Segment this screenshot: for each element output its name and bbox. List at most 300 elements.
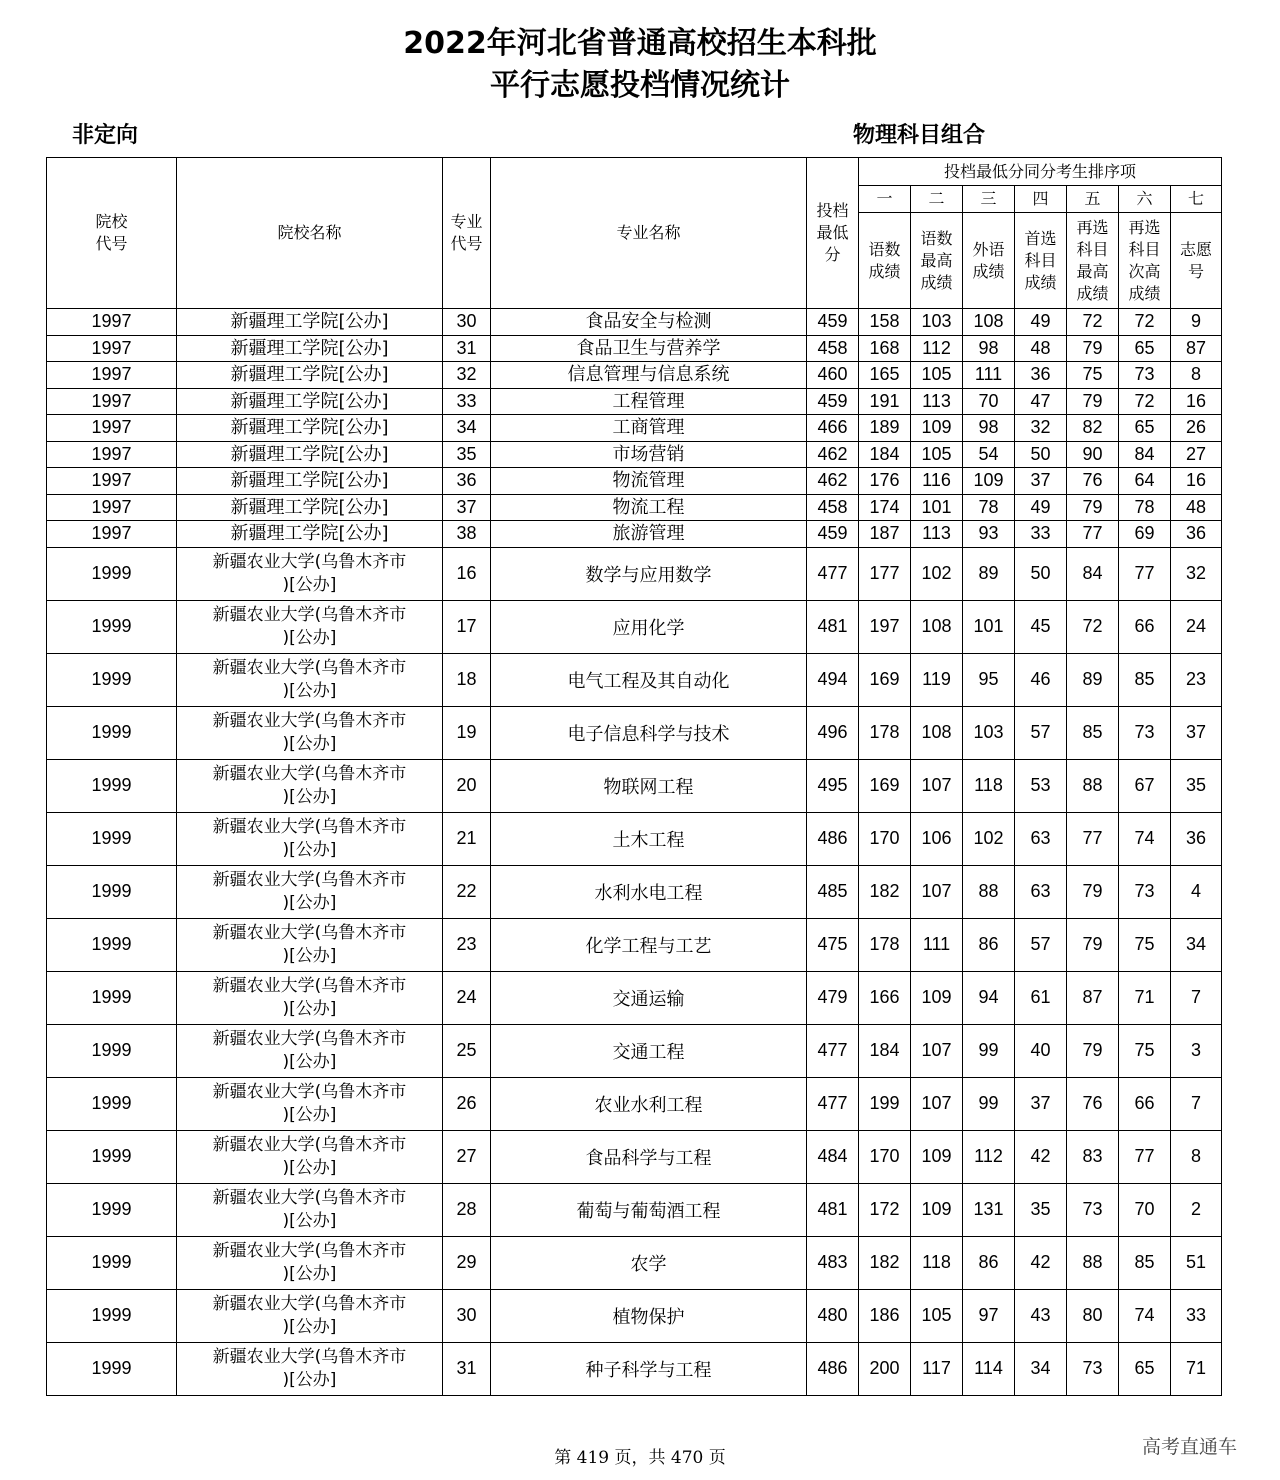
cell-choice-number: 27: [1171, 441, 1222, 468]
cell-school-name: 新疆农业大学(乌鲁木齐市 )[公办]: [177, 1342, 443, 1395]
cell-major-code: 27: [443, 1130, 491, 1183]
cell-min-score: 481: [807, 600, 859, 653]
cell-elective-second: 85: [1119, 653, 1171, 706]
header-major-name: 专业名称: [491, 158, 807, 309]
cell-foreign-lang: 93: [963, 521, 1015, 548]
cell-school-name: 新疆理工学院[公办]: [177, 521, 443, 548]
cell-major-code: 37: [443, 494, 491, 521]
cell-school-name: 新疆理工学院[公办]: [177, 362, 443, 389]
table-header: [47, 158, 1222, 309]
cell-choice-number: 2: [1171, 1183, 1222, 1236]
cell-choice-number: 8: [1171, 362, 1222, 389]
cell-chinese-math: 178: [859, 918, 911, 971]
cell-major-code: 16: [443, 547, 491, 600]
cell-major-code: 19: [443, 706, 491, 759]
cell-chinese-math-max: 111: [911, 918, 963, 971]
cell-chinese-math-max: 112: [911, 335, 963, 362]
cell-school-name: 新疆理工学院[公办]: [177, 468, 443, 495]
table-body: [47, 309, 1222, 1396]
table-row: [47, 759, 1222, 812]
cell-choice-number: 8: [1171, 1130, 1222, 1183]
cell-elective-second: 73: [1119, 706, 1171, 759]
cell-choice-number: 7: [1171, 971, 1222, 1024]
cell-min-score: 494: [807, 653, 859, 706]
cell-foreign-lang: 97: [963, 1289, 1015, 1342]
cell-school-code: 1997: [47, 362, 177, 389]
cell-chinese-math-max: 107: [911, 759, 963, 812]
cell-major-name: 物联网工程: [491, 759, 807, 812]
cell-major-name: 种子科学与工程: [491, 1342, 807, 1395]
cell-chinese-math: 158: [859, 309, 911, 336]
cell-foreign-lang: 103: [963, 706, 1015, 759]
cell-elective-second: 70: [1119, 1183, 1171, 1236]
cell-major-name: 交通运输: [491, 971, 807, 1024]
cell-choice-number: 37: [1171, 706, 1222, 759]
cell-elective-second: 72: [1119, 309, 1171, 336]
cell-school-code: 1997: [47, 388, 177, 415]
cell-school-name: 新疆理工学院[公办]: [177, 335, 443, 362]
cell-chinese-math: 197: [859, 600, 911, 653]
cell-min-score: 477: [807, 547, 859, 600]
cell-school-name: 新疆理工学院[公办]: [177, 494, 443, 521]
cell-first-subject: 46: [1015, 653, 1067, 706]
cell-school-name: 新疆理工学院[公办]: [177, 388, 443, 415]
cell-foreign-lang: 102: [963, 812, 1015, 865]
cell-elective-max: 77: [1067, 521, 1119, 548]
cell-school-code: 1999: [47, 971, 177, 1024]
page-title: 2022年河北省普通高校招生本科批: [403, 26, 877, 61]
cell-major-name: 食品安全与检测: [491, 309, 807, 336]
cell-school-name: 新疆农业大学(乌鲁木齐市 )[公办]: [177, 1077, 443, 1130]
cell-min-score: 459: [807, 388, 859, 415]
cell-chinese-math: 187: [859, 521, 911, 548]
table-row: [47, 1024, 1222, 1077]
cell-elective-max: 72: [1067, 309, 1119, 336]
cell-major-name: 食品科学与工程: [491, 1130, 807, 1183]
cell-choice-number: 4: [1171, 865, 1222, 918]
cell-first-subject: 61: [1015, 971, 1067, 1024]
cell-elective-max: 89: [1067, 653, 1119, 706]
header-tie-num: 四: [1015, 186, 1067, 213]
cell-chinese-math-max: 108: [911, 706, 963, 759]
cell-major-code: 25: [443, 1024, 491, 1077]
cell-first-subject: 42: [1015, 1130, 1067, 1183]
cell-major-code: 26: [443, 1077, 491, 1130]
cell-major-code: 33: [443, 388, 491, 415]
table-row: [47, 335, 1222, 362]
header-school-code: 院校 代号: [47, 158, 177, 309]
cell-choice-number: 34: [1171, 918, 1222, 971]
cell-chinese-math-max: 106: [911, 812, 963, 865]
cell-elective-max: 88: [1067, 759, 1119, 812]
cell-school-code: 1997: [47, 335, 177, 362]
cell-school-name: 新疆农业大学(乌鲁木齐市 )[公办]: [177, 600, 443, 653]
cell-school-name: 新疆农业大学(乌鲁木齐市 )[公办]: [177, 547, 443, 600]
cell-chinese-math-max: 109: [911, 1183, 963, 1236]
cell-school-code: 1999: [47, 865, 177, 918]
cell-elective-max: 79: [1067, 388, 1119, 415]
cell-min-score: 485: [807, 865, 859, 918]
cell-major-name: 旅游管理: [491, 521, 807, 548]
cell-major-name: 土木工程: [491, 812, 807, 865]
cell-chinese-math-max: 103: [911, 309, 963, 336]
cell-elective-second: 84: [1119, 441, 1171, 468]
cell-min-score: 480: [807, 1289, 859, 1342]
table-row: [47, 918, 1222, 971]
cell-school-name: 新疆理工学院[公办]: [177, 309, 443, 336]
cell-elective-max: 72: [1067, 600, 1119, 653]
cell-first-subject: 48: [1015, 335, 1067, 362]
cell-school-name: 新疆农业大学(乌鲁木齐市 )[公办]: [177, 1130, 443, 1183]
cell-min-score: 479: [807, 971, 859, 1024]
header-tie-item: 语数 最高 成绩: [911, 213, 963, 309]
cell-school-name: 新疆农业大学(乌鲁木齐市 )[公办]: [177, 865, 443, 918]
cell-chinese-math-max: 105: [911, 362, 963, 389]
cell-major-name: 信息管理与信息系统: [491, 362, 807, 389]
cell-major-code: 38: [443, 521, 491, 548]
cell-choice-number: 9: [1171, 309, 1222, 336]
cell-choice-number: 71: [1171, 1342, 1222, 1395]
table-row: [47, 521, 1222, 548]
cell-choice-number: 33: [1171, 1289, 1222, 1342]
cell-first-subject: 63: [1015, 812, 1067, 865]
cell-chinese-math-max: 107: [911, 865, 963, 918]
cell-chinese-math: 178: [859, 706, 911, 759]
cell-chinese-math: 172: [859, 1183, 911, 1236]
header-tie-item: 首选 科目 成绩: [1015, 213, 1067, 309]
cell-min-score: 495: [807, 759, 859, 812]
table-row: [47, 971, 1222, 1024]
cell-foreign-lang: 108: [963, 309, 1015, 336]
cell-major-name: 电子信息科学与技术: [491, 706, 807, 759]
cell-choice-number: 32: [1171, 547, 1222, 600]
cell-major-name: 葡萄与葡萄酒工程: [491, 1183, 807, 1236]
cell-choice-number: 87: [1171, 335, 1222, 362]
cell-major-name: 应用化学: [491, 600, 807, 653]
cell-elective-second: 85: [1119, 1236, 1171, 1289]
cell-chinese-math: 186: [859, 1289, 911, 1342]
cell-first-subject: 37: [1015, 1077, 1067, 1130]
cell-major-name: 交通工程: [491, 1024, 807, 1077]
cell-elective-second: 72: [1119, 388, 1171, 415]
cell-major-name: 工商管理: [491, 415, 807, 442]
cell-chinese-math-max: 109: [911, 415, 963, 442]
cell-foreign-lang: 98: [963, 335, 1015, 362]
cell-foreign-lang: 111: [963, 362, 1015, 389]
cell-elective-second: 75: [1119, 918, 1171, 971]
cell-major-code: 30: [443, 1289, 491, 1342]
cell-elective-second: 77: [1119, 547, 1171, 600]
watermark: 高考直通车: [1142, 1436, 1238, 1458]
cell-school-code: 1997: [47, 521, 177, 548]
cell-foreign-lang: 131: [963, 1183, 1015, 1236]
cell-major-code: 32: [443, 362, 491, 389]
cell-first-subject: 37: [1015, 468, 1067, 495]
header-school-name: 院校名称: [177, 158, 443, 309]
cell-school-code: 1999: [47, 1236, 177, 1289]
cell-chinese-math: 200: [859, 1342, 911, 1395]
cell-school-code: 1999: [47, 918, 177, 971]
cell-major-code: 18: [443, 653, 491, 706]
cell-chinese-math-max: 105: [911, 1289, 963, 1342]
table-row: [47, 1342, 1222, 1395]
cell-foreign-lang: 70: [963, 388, 1015, 415]
cell-foreign-lang: 114: [963, 1342, 1015, 1395]
cell-major-code: 34: [443, 415, 491, 442]
cell-school-code: 1999: [47, 706, 177, 759]
cell-foreign-lang: 78: [963, 494, 1015, 521]
cell-min-score: 484: [807, 1130, 859, 1183]
cell-chinese-math: 176: [859, 468, 911, 495]
cell-first-subject: 43: [1015, 1289, 1067, 1342]
cell-elective-second: 74: [1119, 1289, 1171, 1342]
cell-major-code: 20: [443, 759, 491, 812]
table-row: [47, 309, 1222, 336]
cell-min-score: 459: [807, 309, 859, 336]
cell-chinese-math-max: 113: [911, 388, 963, 415]
cell-min-score: 483: [807, 1236, 859, 1289]
cell-elective-max: 79: [1067, 918, 1119, 971]
cell-min-score: 460: [807, 362, 859, 389]
cell-first-subject: 49: [1015, 309, 1067, 336]
cell-min-score: 481: [807, 1183, 859, 1236]
cell-first-subject: 35: [1015, 1183, 1067, 1236]
cell-elective-max: 87: [1067, 971, 1119, 1024]
cell-elective-max: 83: [1067, 1130, 1119, 1183]
cell-foreign-lang: 54: [963, 441, 1015, 468]
cell-foreign-lang: 99: [963, 1024, 1015, 1077]
cell-school-name: 新疆农业大学(乌鲁木齐市 )[公办]: [177, 1024, 443, 1077]
cell-elective-max: 73: [1067, 1183, 1119, 1236]
cell-min-score: 462: [807, 441, 859, 468]
cell-major-name: 农业水利工程: [491, 1077, 807, 1130]
cell-chinese-math: 169: [859, 653, 911, 706]
cell-school-code: 1999: [47, 1130, 177, 1183]
cell-elective-max: 85: [1067, 706, 1119, 759]
cell-elective-second: 66: [1119, 600, 1171, 653]
cell-chinese-math-max: 119: [911, 653, 963, 706]
cell-foreign-lang: 99: [963, 1077, 1015, 1130]
cell-elective-max: 84: [1067, 547, 1119, 600]
table-row: [47, 653, 1222, 706]
cell-major-name: 水利水电工程: [491, 865, 807, 918]
cell-elective-second: 71: [1119, 971, 1171, 1024]
cell-elective-second: 69: [1119, 521, 1171, 548]
cell-major-name: 食品卫生与营养学: [491, 335, 807, 362]
cell-chinese-math: 191: [859, 388, 911, 415]
table-row: [47, 415, 1222, 442]
cell-chinese-math-max: 107: [911, 1077, 963, 1130]
cell-elective-max: 79: [1067, 1024, 1119, 1077]
cell-chinese-math-max: 117: [911, 1342, 963, 1395]
cell-major-code: 31: [443, 335, 491, 362]
header-tie-item: 志愿 号: [1171, 213, 1222, 309]
cell-school-name: 新疆理工学院[公办]: [177, 415, 443, 442]
cell-elective-max: 80: [1067, 1289, 1119, 1342]
cell-chinese-math: 184: [859, 1024, 911, 1077]
cell-chinese-math-max: 101: [911, 494, 963, 521]
cell-first-subject: 47: [1015, 388, 1067, 415]
cell-foreign-lang: 118: [963, 759, 1015, 812]
cell-major-code: 36: [443, 468, 491, 495]
cell-choice-number: 16: [1171, 468, 1222, 495]
table-row: [47, 494, 1222, 521]
cell-elective-second: 74: [1119, 812, 1171, 865]
cell-chinese-math-max: 116: [911, 468, 963, 495]
cell-first-subject: 49: [1015, 494, 1067, 521]
cell-major-code: 31: [443, 1342, 491, 1395]
cell-elective-max: 90: [1067, 441, 1119, 468]
cell-school-code: 1999: [47, 1024, 177, 1077]
cell-first-subject: 34: [1015, 1342, 1067, 1395]
cell-elective-second: 65: [1119, 335, 1171, 362]
header-tie-item: 再选 科目 最高 成绩: [1067, 213, 1119, 309]
cell-choice-number: 26: [1171, 415, 1222, 442]
table-row: [47, 600, 1222, 653]
cell-min-score: 458: [807, 335, 859, 362]
cell-school-code: 1999: [47, 1077, 177, 1130]
cell-elective-max: 77: [1067, 812, 1119, 865]
cell-school-name: 新疆农业大学(乌鲁木齐市 )[公办]: [177, 653, 443, 706]
cell-min-score: 458: [807, 494, 859, 521]
table-row: [47, 1130, 1222, 1183]
cell-elective-second: 66: [1119, 1077, 1171, 1130]
cell-chinese-math: 165: [859, 362, 911, 389]
cell-school-code: 1999: [47, 1183, 177, 1236]
cell-min-score: 486: [807, 1342, 859, 1395]
cell-first-subject: 57: [1015, 706, 1067, 759]
cell-school-name: 新疆农业大学(乌鲁木齐市 )[公办]: [177, 1183, 443, 1236]
cell-chinese-math: 177: [859, 547, 911, 600]
cell-chinese-math-max: 107: [911, 1024, 963, 1077]
cell-first-subject: 45: [1015, 600, 1067, 653]
cell-foreign-lang: 95: [963, 653, 1015, 706]
cell-chinese-math: 184: [859, 441, 911, 468]
cell-first-subject: 36: [1015, 362, 1067, 389]
cell-chinese-math: 174: [859, 494, 911, 521]
cell-chinese-math: 199: [859, 1077, 911, 1130]
cell-min-score: 496: [807, 706, 859, 759]
header-tie-num: 六: [1119, 186, 1171, 213]
cell-choice-number: 3: [1171, 1024, 1222, 1077]
cell-major-name: 市场营销: [491, 441, 807, 468]
header-major-code: 专业 代号: [443, 158, 491, 309]
cell-major-code: 22: [443, 865, 491, 918]
header-min-score: 投档 最低 分: [807, 158, 859, 309]
cell-foreign-lang: 94: [963, 971, 1015, 1024]
cell-elective-second: 75: [1119, 1024, 1171, 1077]
cell-elective-max: 76: [1067, 1077, 1119, 1130]
cell-first-subject: 63: [1015, 865, 1067, 918]
cell-choice-number: 35: [1171, 759, 1222, 812]
subject-group-label: 物理科目组合: [853, 123, 986, 148]
cell-choice-number: 7: [1171, 1077, 1222, 1130]
cell-choice-number: 48: [1171, 494, 1222, 521]
cell-school-name: 新疆农业大学(乌鲁木齐市 )[公办]: [177, 918, 443, 971]
cell-school-name: 新疆农业大学(乌鲁木齐市 )[公办]: [177, 1289, 443, 1342]
cell-chinese-math-max: 109: [911, 971, 963, 1024]
cell-elective-second: 67: [1119, 759, 1171, 812]
cell-school-code: 1997: [47, 468, 177, 495]
cell-first-subject: 42: [1015, 1236, 1067, 1289]
cell-chinese-math-max: 113: [911, 521, 963, 548]
cell-min-score: 477: [807, 1024, 859, 1077]
table-row: [47, 1183, 1222, 1236]
cell-elective-second: 64: [1119, 468, 1171, 495]
cell-foreign-lang: 86: [963, 1236, 1015, 1289]
cell-elective-max: 75: [1067, 362, 1119, 389]
table-row: [47, 1077, 1222, 1130]
cell-chinese-math-max: 109: [911, 1130, 963, 1183]
cell-school-code: 1997: [47, 441, 177, 468]
header-tie-item: 外语 成绩: [963, 213, 1015, 309]
cell-min-score: 475: [807, 918, 859, 971]
cell-school-name: 新疆农业大学(乌鲁木齐市 )[公办]: [177, 759, 443, 812]
cell-major-name: 工程管理: [491, 388, 807, 415]
cell-major-code: 35: [443, 441, 491, 468]
cell-school-code: 1999: [47, 812, 177, 865]
cell-first-subject: 50: [1015, 547, 1067, 600]
cell-foreign-lang: 88: [963, 865, 1015, 918]
cell-major-code: 29: [443, 1236, 491, 1289]
header-tie-num: 三: [963, 186, 1015, 213]
cell-elective-second: 78: [1119, 494, 1171, 521]
cell-school-code: 1999: [47, 653, 177, 706]
table-row: [47, 388, 1222, 415]
cell-elective-max: 79: [1067, 494, 1119, 521]
cell-major-name: 数学与应用数学: [491, 547, 807, 600]
cell-first-subject: 40: [1015, 1024, 1067, 1077]
cell-chinese-math: 182: [859, 1236, 911, 1289]
cell-choice-number: 51: [1171, 1236, 1222, 1289]
cell-major-name: 物流管理: [491, 468, 807, 495]
cell-foreign-lang: 112: [963, 1130, 1015, 1183]
cell-chinese-math: 170: [859, 812, 911, 865]
cell-chinese-math: 168: [859, 335, 911, 362]
cell-elective-max: 82: [1067, 415, 1119, 442]
cell-chinese-math: 169: [859, 759, 911, 812]
cell-elective-second: 65: [1119, 415, 1171, 442]
cell-school-name: 新疆理工学院[公办]: [177, 441, 443, 468]
cell-major-name: 化学工程与工艺: [491, 918, 807, 971]
cell-elective-max: 79: [1067, 865, 1119, 918]
cell-school-name: 新疆农业大学(乌鲁木齐市 )[公办]: [177, 1236, 443, 1289]
cell-major-code: 24: [443, 971, 491, 1024]
cell-elective-max: 76: [1067, 468, 1119, 495]
cell-school-code: 1999: [47, 600, 177, 653]
header-tie-item: 再选 科目 次高 成绩: [1119, 213, 1171, 309]
cell-min-score: 466: [807, 415, 859, 442]
cell-major-code: 17: [443, 600, 491, 653]
cell-chinese-math-max: 108: [911, 600, 963, 653]
page-subtitle: 平行志愿投档情况统计: [490, 68, 790, 103]
cell-first-subject: 32: [1015, 415, 1067, 442]
cell-elective-second: 77: [1119, 1130, 1171, 1183]
table-row: [47, 865, 1222, 918]
cell-first-subject: 33: [1015, 521, 1067, 548]
cell-choice-number: 24: [1171, 600, 1222, 653]
cell-chinese-math-max: 118: [911, 1236, 963, 1289]
table-row: [47, 706, 1222, 759]
cell-elective-max: 73: [1067, 1342, 1119, 1395]
cell-min-score: 459: [807, 521, 859, 548]
category-label: 非定向: [72, 123, 139, 148]
cell-school-code: 1997: [47, 415, 177, 442]
cell-elective-max: 79: [1067, 335, 1119, 362]
cell-elective-second: 65: [1119, 1342, 1171, 1395]
admission-table: [46, 157, 1222, 1396]
header-tie-num: 二: [911, 186, 963, 213]
